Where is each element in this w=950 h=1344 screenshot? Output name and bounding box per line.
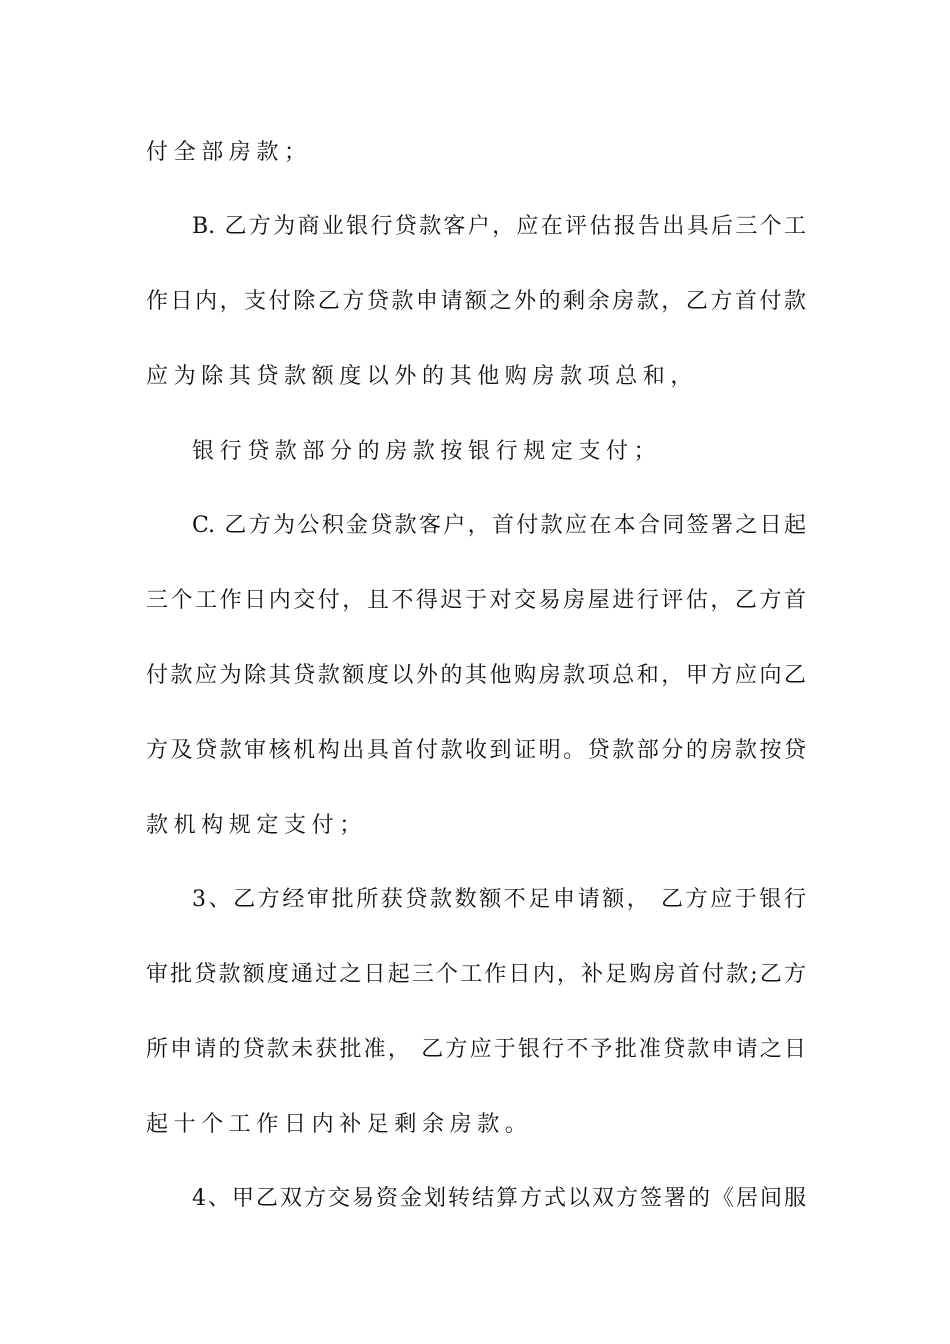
text-line-8: 付款应为除其贷款额度以外的其他购房款项总和，甲方应向乙 xyxy=(146,663,806,688)
text-line-11: 3、乙方经审批所获贷款数额不足申请额， 乙方应于银行 xyxy=(192,887,806,912)
text-line-3: 作日内，支付除乙方贷款申请额之外的剩余房款，乙方首付款 xyxy=(146,289,806,314)
text-line-2: B. 乙方为商业银行贷款客户，应在评估报告出具后三个工 xyxy=(192,214,806,239)
text-line-6: C. 乙方为公积金贷款客户，首付款应在本合同签署之日起 xyxy=(192,513,806,538)
text-line-10: 款机构规定支付； xyxy=(146,813,367,838)
text-line-7: 三个工作日内交付，且不得迟于对交易房屋进行评估，乙方首 xyxy=(146,588,806,613)
text-line-5: 银行贷款部分的房款按银行规定支付； xyxy=(192,439,662,464)
text-line-12: 审批贷款额度通过之日起三个工作日内，补足购房首付款;乙方 xyxy=(146,962,806,987)
text-line-4: 应为除其贷款额度以外的其他购房款项总和， xyxy=(146,364,699,389)
text-line-9: 方及贷款审核机构出具首付款收到证明。贷款部分的房款按贷 xyxy=(146,738,806,763)
text-line-15: 4、甲乙双方交易资金划转结算方式以双方签署的《居间服 xyxy=(192,1186,806,1211)
text-line-13: 所申请的贷款未获批准， 乙方应于银行不予批准贷款申请之日 xyxy=(146,1037,806,1062)
text-line-1: 付全部房款； xyxy=(146,140,312,165)
text-line-14: 起十个工作日内补足剩余房款。 xyxy=(146,1112,533,1137)
